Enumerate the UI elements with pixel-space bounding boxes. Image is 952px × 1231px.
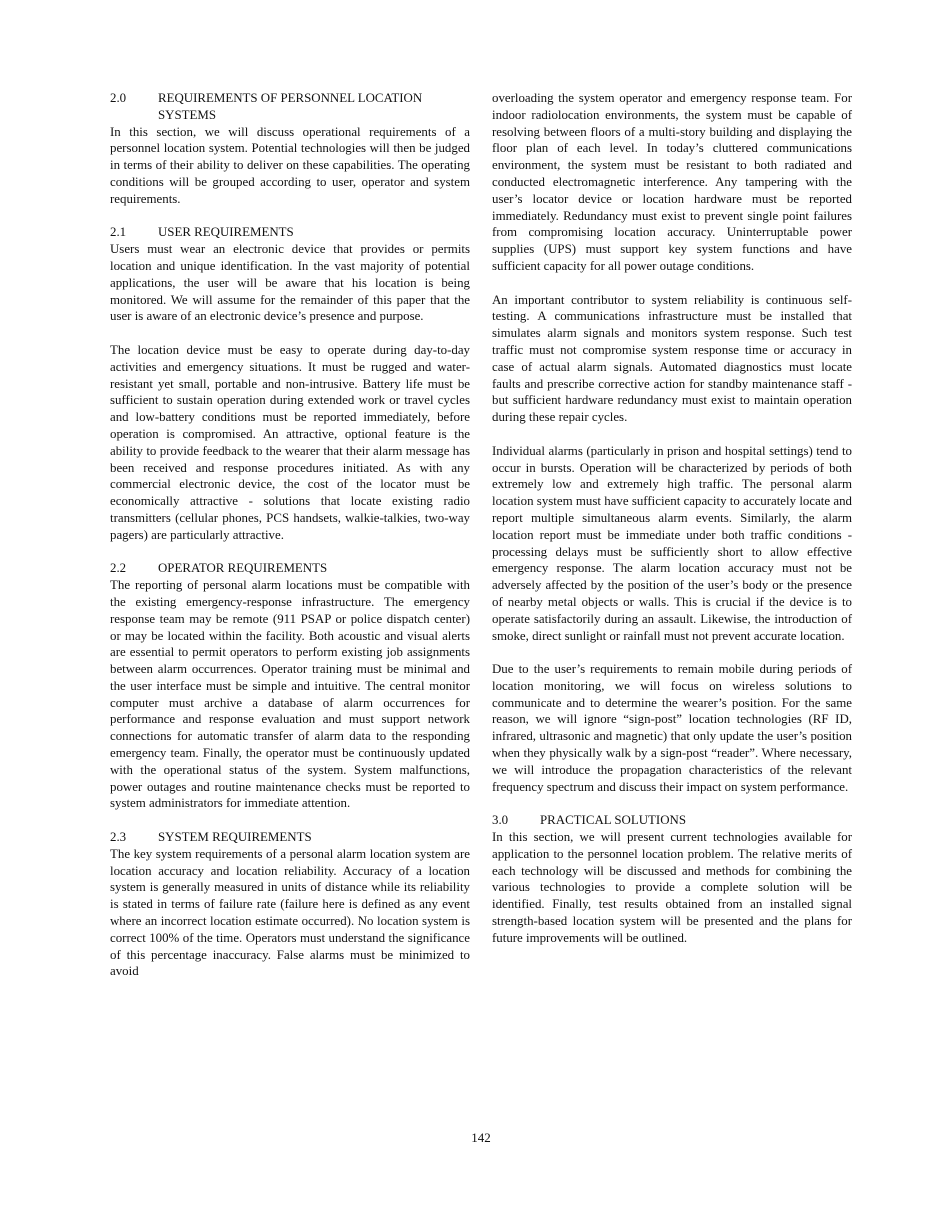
paragraph: The reporting of personal alarm locations must be compatible with the existing emergency-response infrastructure. The emergency response team may be remote (911 PSAP or police dispatch center) or may be located within the facility. Both acoustic and visual alerts are essential to permit operators to perform existing job assignments between alarm occurrences. Operator training must be minimal and the user interface must be simple and intuitive. The central monitor computer must archive a database of alarm occurrences for performance and response evaluation and must support network connections for automatic transfer of alarm data to the responding emergency team. Finally, the operator must be continuously updated with the operational status of the system. System malfunctions, power outages and routine maintenance checks must be reported to system administrators for immediate attention. bbox=[110, 578, 470, 811]
section-title: PRACTICAL SOLUTIONS bbox=[540, 813, 686, 828]
paragraph: In this section, we will discuss operational requirements of a personnel location system. Potential technologies will then be judged in terms of their ability to deliver on these capabilities. The operating conditions will be grouped according to user, operator and system requirements. bbox=[110, 124, 470, 206]
paragraph: overloading the system operator and emergency response team. For indoor radiolocation environments, the system must be capable of resolving between floors of a multi-story building and displaying the floor plan of each level. In today’s cluttered communications environment, the system must be resistant to both radiated and conducted electromagnetic interference. Any tampering with the user’s locator device or location hardware must be reported immediately. Redundancy must exist to prevent single point failures from compromising location accuracy. Uninterruptable power supplies (UPS) must support key system functions and have sufficient capacity for all power outage conditions. bbox=[492, 91, 852, 273]
paragraph: In this section, we will present current technologies available for application to the personnel location problem. The relative merits of each technology will be discussed and methods for combining the various technologies to provide a complete solution will be identified. Finally, test results obtained from an installed signal strength-based location system will be presented and the plans for future improvements will be outlined. bbox=[492, 830, 852, 945]
left-column bbox=[110, 90, 470, 980]
paragraph: The key system requirements of a personal alarm location system are location accuracy and location reliability. Accuracy of a location system is generally measured in units of distance while its reliability is stated in terms of failure rate (failure here is defined as any event where an incorrect location estimate occurred). No location system is correct 100% of the time. Operators must understand the significance of this percentage inaccuracy. False alarms must be minimized to avoid bbox=[110, 846, 470, 979]
section-heading bbox=[110, 560, 470, 577]
section-number: 2.2 bbox=[110, 561, 127, 576]
paragraph: The location device must be easy to operate during day-to-day activities and emergency situations. It must be rugged and water-resistant yet small, portable and non-intrusive. Battery life must be sufficient to sustain operation during extended work or travel cycles and low-battery conditions must be reported immediately, before operation is compromised. An attractive, optional feature is the ability to provide feedback to the wearer that their alarm message has been received and response procedures initiated. As with any commercial electronic device, the cost of the locator must be economically attractive - solutions that locate existing radio transmitters (cellular phones, PCS handsets, walkie-talkies, two-way pagers) are particularly attractive. bbox=[110, 342, 470, 542]
section-heading bbox=[110, 224, 470, 241]
page-number: 142 bbox=[471, 1130, 491, 1145]
paragraph: An important contributor to system reliability is continuous self-testing. A communications infrastructure must be installed that simulates alarm signals and monitors system response. Such test traffic must not compromise system response time or accuracy in case of actual alarm signals. Automated diagnostics must locate faults and prescribe corrective action for standby maintenance staff - but sufficient hardware redundancy must exist to maintain operation during these repair cycles. bbox=[492, 292, 852, 425]
section-heading bbox=[492, 812, 852, 829]
paragraph: Due to the user’s requirements to remain mobile during periods of location monitoring, we will focus on wireless solutions to communicate and to determine the wearer’s position. For the same reason, we will ignore “sign-post” location technologies (RF ID, infrared, ultrasonic and magnetic) that only update the user’s position when they physically walk by a sign-post “reader”. Where necessary, we will introduce the propagation characteristics of the relevant frequency spectrum and discuss their impact on system performance. bbox=[492, 662, 852, 794]
section-title: SYSTEM REQUIREMENTS bbox=[158, 830, 312, 845]
section-number: 2.1 bbox=[110, 225, 127, 240]
section-number: 2.0 bbox=[110, 91, 127, 105]
right-column bbox=[492, 90, 852, 980]
paragraph: Individual alarms (particularly in prison and hospital settings) tend to occur in bursts. Operation will be characterized by periods of both extremely low and extremely high traffic. The personal alarm location system must have sufficient capacity to accurately locate and report multiple simultaneous alarm events. Similarly, the alarm location report must be immediate under both traffic conditions - processing delays must be sufficiently short to allow effective emergency response. The alarm location accuracy must not be adversely affected by the position of the user’s body or the presence of nearby metal objects or walls. This is crucial if the device is to operate satisfactorily during an assault. Likewise, the introduction of smoke, direct sunlight or rainfall must not prevent accurate location. bbox=[492, 443, 852, 643]
section-heading bbox=[110, 90, 470, 124]
section-title: USER REQUIREMENTS bbox=[158, 225, 294, 240]
section-title: REQUIREMENTS OF PERSONNEL LOCATION SYSTEMS bbox=[158, 91, 423, 122]
page-content bbox=[110, 90, 852, 980]
section-heading bbox=[110, 829, 470, 846]
paragraph: Users must wear an electronic device that provides or permits location and unique identification. In the vast majority of potential applications, the user will be aware that his location is being monitored. We will assume for the remainder of this paper that the user is aware of an electronic device’s presence and purpose. bbox=[110, 242, 470, 324]
section-title: OPERATOR REQUIREMENTS bbox=[158, 561, 328, 576]
section-number: 3.0 bbox=[492, 813, 509, 828]
section-number: 2.3 bbox=[110, 830, 127, 845]
